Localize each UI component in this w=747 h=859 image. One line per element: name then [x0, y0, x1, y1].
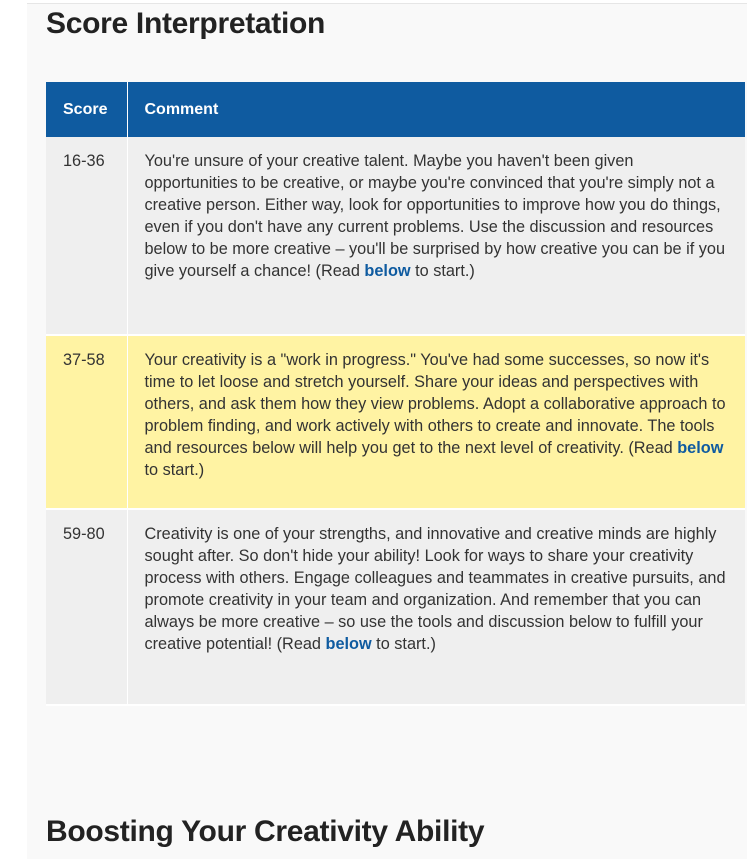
boosting-creativity-heading: Boosting Your Creativity Ability [46, 815, 485, 848]
table-row [46, 509, 745, 705]
score-interpretation-table [46, 82, 745, 706]
read-below-link[interactable]: below [325, 635, 372, 653]
read-below-link[interactable]: below [364, 262, 411, 280]
score-range: 16-36 [46, 137, 127, 335]
comment-text: Your creativity is a "work in progress." You've had some successes, so now it's time to let loose and stretch yourself. Share your ideas and perspectives with others, and ask them how they view problems. Adopt a collaborative approach to problem finding, and work actively with others to create and innovate. The tools and resources below will help you get to the next level of creativity. (Read [144, 351, 726, 457]
comment-text: Creativity is one of your strengths, and innovative and creative minds are highly sought after. So don't hide your ability! Look for ways to share your creativity process with others. Engage colleagues and teammates in creative pursuits, and promote creativity in your team and organization. And remember that you can always be more creative – so use the tools and discussion below to fulfill your creative potential! (Read [144, 525, 726, 653]
table-row-highlighted [46, 335, 745, 509]
comment-text-end: to start.) [410, 262, 475, 280]
table-row [46, 137, 745, 335]
score-comment [127, 335, 745, 509]
score-range: 37-58 [46, 335, 127, 509]
comment-column-header: Comment [127, 82, 745, 137]
score-comment [127, 137, 745, 335]
score-range: 59-80 [46, 509, 127, 705]
score-interpretation-heading: Score Interpretation [46, 7, 326, 40]
score-column-header: Score [46, 82, 127, 137]
table-header-row [46, 82, 745, 137]
comment-text-end: to start.) [144, 461, 205, 479]
comment-text: You're unsure of your creative talent. Maybe you haven't been given opportunities to be creative, or maybe you're convinced that you're simply not a creative person. Either way, look for opportunities to improve how you do things, even if you don't have any current problems. Use the discussion and resources below to be more creative – you'll be surprised by how creative you can be if you give yourself a chance! (Read [144, 152, 725, 280]
comment-text-end: to start.) [371, 635, 436, 653]
read-below-link[interactable]: below [677, 439, 724, 457]
score-comment [127, 509, 745, 705]
